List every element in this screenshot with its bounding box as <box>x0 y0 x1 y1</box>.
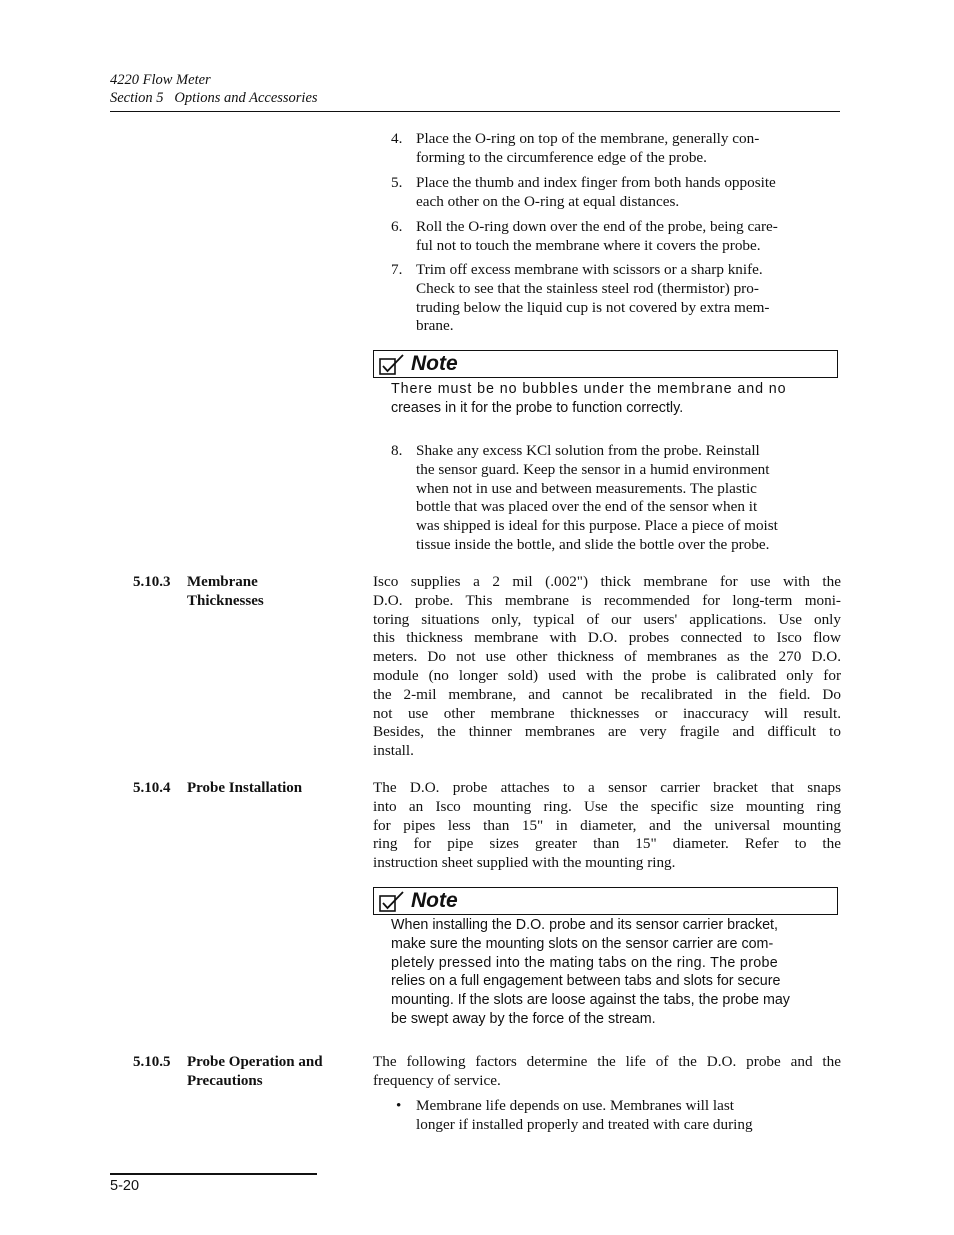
note-line: make sure the mounting slots on the sensor carrier are com- <box>391 935 774 952</box>
step-number: 8. <box>391 442 403 459</box>
step-line: ful not to touch the membrane where it covers the probe. <box>416 236 761 254</box>
para-line: not use other membrane thicknesses or inaccuracy will result. <box>373 704 841 722</box>
checkbox-check-icon <box>379 354 405 376</box>
step-line: Place the O-ring on top of the membrane, generally con- <box>416 130 760 147</box>
bullet-line: longer if installed properly and treated with care during <box>416 1115 753 1133</box>
step-line: truding below the liquid cup is not covered by extra mem- <box>416 298 770 316</box>
step-7 <box>391 261 841 337</box>
note-line: relies on a full engagement between tabs and slots for secure <box>391 973 781 990</box>
step-line: Roll the O-ring down over the end of the probe, being care- <box>416 218 778 235</box>
para-line: the 2-mil membrane, and cannot be recalibrated in the field. Do <box>373 685 841 703</box>
para-line: this thickness membrane with D.O. probes connected to Isco flow <box>373 629 841 647</box>
para-line: install. <box>373 742 414 760</box>
para-line: for pipes less than 15" in diameter, and the universal mounting <box>373 816 841 834</box>
note-body <box>391 380 831 418</box>
section-heading <box>187 779 302 798</box>
note-body <box>391 916 831 1029</box>
step-text <box>416 174 841 212</box>
section-paragraph <box>373 1053 841 1091</box>
note-line: When installing the D.O. probe and its sensor carrier bracket, <box>391 917 778 933</box>
para-line: ring for pipe sizes greater than 15" diameter. Refer to the <box>373 835 841 853</box>
step-line: Place the thumb and index finger from both hands opposite <box>416 174 776 191</box>
step-4 <box>391 130 841 168</box>
para-line: frequency of service. <box>373 1071 501 1089</box>
step-line: forming to the circumference edge of the probe. <box>416 148 707 166</box>
note-line: There must be no bubbles under the membrane and no <box>391 381 787 397</box>
step-line: Check to see that the stainless steel rod (thermistor) pro- <box>416 279 759 297</box>
section-paragraph <box>373 573 841 761</box>
note-box <box>373 887 838 915</box>
step-text <box>416 261 841 336</box>
para-line: Isco supplies a 2 mil (.002") thick membrane for use with the <box>373 573 841 590</box>
step-number: 5. <box>391 174 403 191</box>
step-line: each other on the O-ring at equal distances. <box>416 192 680 210</box>
section-heading <box>187 573 264 611</box>
step-line: was shipped is ideal for this purpose. Place a piece of moist <box>416 517 778 535</box>
para-line: instruction sheet supplied with the mounting ring. <box>373 854 676 872</box>
header-section: Section 5 Options and Accessories <box>110 90 318 106</box>
para-line: D.O. probe. This membrane is recommended for long-term moni- <box>373 591 841 609</box>
step-number: 6. <box>391 218 403 235</box>
section-number: 5.10.3 <box>133 574 171 590</box>
note-title: Note <box>411 352 458 375</box>
note-line: be swept away by the force of the stream. <box>391 1010 656 1027</box>
page-number: 5-20 <box>110 1178 140 1194</box>
note-line: mounting. If the slots are loose against the tabs, the probe may <box>391 992 790 1009</box>
step-6 <box>391 218 841 256</box>
para-line: The D.O. probe attaches to a sensor carrier bracket that snaps <box>373 779 841 796</box>
step-text <box>416 130 841 168</box>
step-line: when not in use and between measurements. The plastic <box>416 479 757 497</box>
note-title: Note <box>411 889 458 912</box>
heading-line: Membrane <box>187 574 258 590</box>
step-line: Shake any excess KCl solution from the probe. Reinstall <box>416 442 760 459</box>
para-line: into an Isco mounting ring. Use the specific size mounting ring <box>373 797 841 815</box>
heading-line: Probe Installation <box>187 780 303 796</box>
step-8 <box>391 442 841 556</box>
bullet-text <box>416 1097 841 1135</box>
section-number: 5.10.4 <box>133 780 171 796</box>
note-line: pletely pressed into the mating tabs on the ring. The probe <box>391 954 779 971</box>
section-number: 5.10.5 <box>133 1054 171 1070</box>
note-box <box>373 350 838 378</box>
section-heading <box>187 1053 323 1091</box>
section-paragraph <box>373 779 841 873</box>
note-line: creases in it for the probe to function correctly. <box>391 399 684 416</box>
step-line: brane. <box>416 317 454 335</box>
para-line: The following factors determine the life of the D.O. probe and the <box>373 1053 841 1070</box>
header-rule <box>110 111 840 112</box>
step-line: the sensor guard. Keep the sensor in a humid environment <box>416 460 770 478</box>
step-text <box>416 442 841 555</box>
para-line: meters. Do not use other thickness of membranes as the 270 D.O. <box>373 648 841 666</box>
para-line: module (no longer sold) used with the probe is calibrated only for <box>373 666 841 684</box>
step-number: 4. <box>391 130 403 147</box>
bullet-line: Membrane life depends on use. Membranes will last <box>416 1097 735 1114</box>
step-number: 7. <box>391 261 403 278</box>
step-text <box>416 218 841 256</box>
step-line: Trim off excess membrane with scissors or a sharp knife. <box>416 261 763 278</box>
step-line: bottle that was placed over the end of the sensor when it <box>416 498 758 516</box>
footer-rule <box>110 1173 317 1175</box>
bullet-icon: • <box>396 1097 402 1114</box>
step-line: tissue inside the bottle, and slide the bottle over the probe. <box>416 535 770 553</box>
para-line: toring situations only, typical of our users' applications. Use only <box>373 610 841 628</box>
para-line: Besides, the thinner membranes are very fragile and difficult to <box>373 723 841 741</box>
heading-line: Thicknesses <box>187 593 264 609</box>
running-header <box>110 71 840 107</box>
heading-line: Probe Operation and <box>187 1054 323 1070</box>
header-title: 4220 Flow Meter <box>110 72 211 88</box>
step-5 <box>391 174 841 212</box>
heading-line: Precautions <box>187 1073 263 1089</box>
checkbox-check-icon <box>379 891 405 913</box>
